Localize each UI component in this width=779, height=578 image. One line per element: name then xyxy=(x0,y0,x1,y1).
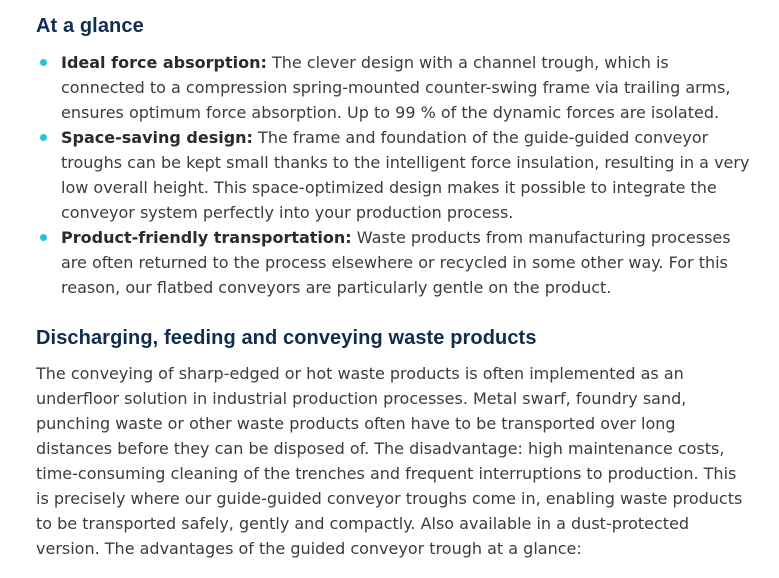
list-item xyxy=(36,50,756,125)
list-item-text: The frame and foundation of the guide-guided conveyor troughs can be kept small thanks to the intelligent force insulation, resulting in a very low overall height. This space-optimized design makes it possible to integrate the conveyor system perfectly into your production process. xyxy=(61,128,750,222)
list-item-text: Waste products from manufacturing processes are often returned to the process elsewhere or recycled in some other way. For this reason, our flatbed conveyors are particularly gentle on the product. xyxy=(61,228,731,297)
heading-at-a-glance: At a glance xyxy=(36,15,144,37)
list-item-term: Space-saving design: xyxy=(61,128,253,147)
list-item-term: Product-friendly transportation: xyxy=(61,228,352,247)
list-item xyxy=(36,125,756,225)
heading-discharging: Discharging, feeding and conveying waste products xyxy=(36,327,537,349)
bullet-dot-icon xyxy=(40,134,47,141)
bullet-dot-icon xyxy=(40,234,47,241)
bullet-dot-icon xyxy=(40,59,47,66)
list-item-text: The clever design with a channel trough, which is connected to a compression spring-mounted counter-swing frame via trailing arms, ensures optimum force absorption. Up to 99 % of the dynamic forces are isolated. xyxy=(61,53,731,122)
list-item-term: Ideal force absorption: xyxy=(61,53,267,72)
list-item xyxy=(36,225,756,300)
discharging-paragraph: The conveying of sharp-edged or hot waste products is often implemented as an underfloor solution in industrial production processes. Metal swarf, foundry sand, punching waste or other waste products often have to be transported over long distances before they can be disposed of. The disadvantage: high maintenance costs, time-consuming cleaning of the trenches and frequent interruptions to production. This is precisely where our guide-guided conveyor troughs come in, enabling waste products to be transported safely, gently and compactly. Also available in a dust-protected version. The advantages of the guided conveyor trough at a glance: xyxy=(36,364,743,558)
advantages-list xyxy=(36,50,756,300)
